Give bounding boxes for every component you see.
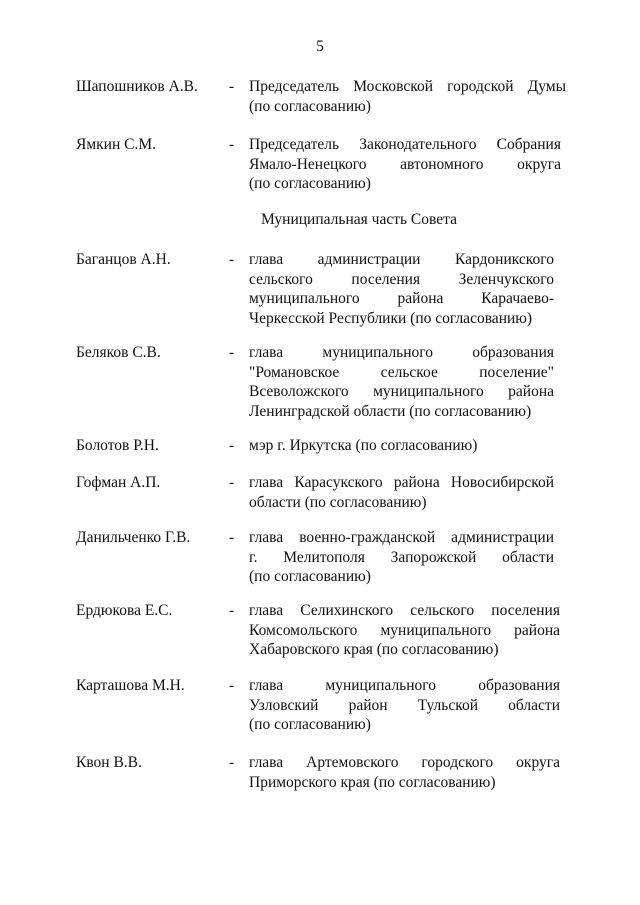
member-position [249, 250, 554, 328]
member-dash: - [229, 78, 235, 95]
member-dash: - [229, 437, 235, 454]
member-name: Карташова М.Н. [76, 677, 185, 694]
member-position [249, 343, 554, 421]
position-line: глава муниципального образования [249, 344, 554, 361]
position-line: глава Артемовского городского округа [249, 754, 560, 771]
member-name: Ямкин С.М. [76, 136, 157, 153]
position-line: глава администрации Кардоникского [249, 251, 554, 268]
member-dash: - [229, 754, 235, 771]
member-position [249, 77, 566, 116]
position-line: г. Мелитополя Запорожской области [249, 548, 554, 566]
member-name: Гофман А.П. [76, 474, 161, 491]
member-name: Данильченко Г.В. [76, 529, 191, 546]
member-dash: - [229, 602, 235, 619]
position-line: Всеволожского муниципального района [249, 383, 554, 400]
position-line: области (по согласованию) [249, 493, 427, 511]
position-line: Председатель Московской городской Думы [249, 78, 566, 95]
position-line: Черкесской Республики (по согласованию) [249, 309, 533, 327]
member-dash: - [229, 474, 235, 491]
position-line: Узловский район Тульской области [249, 696, 560, 714]
member-name: Болотов Р.Н. [76, 437, 159, 454]
member-name: Беляков С.В. [76, 344, 161, 361]
position-line: (по согласованию) [249, 716, 371, 733]
member-dash: - [229, 251, 235, 268]
position-line: (по согласованию) [249, 97, 371, 115]
member-dash: - [229, 136, 235, 153]
position-line: (по согласованию) [249, 568, 371, 585]
position-line: (по согласованию) [249, 175, 371, 192]
position-line: глава военно-гражданской администрации [249, 529, 554, 546]
member-name: Шапошников А.В. [76, 78, 198, 95]
member-position [249, 436, 554, 456]
position-line: Председатель Законодательного Собрания [249, 136, 561, 153]
member-name: Баганцов А.Н. [76, 251, 171, 268]
member-name: Квон В.В. [76, 754, 142, 771]
position-line: Хабаровского края (по согласованию) [249, 641, 499, 658]
page-number: 5 [316, 38, 324, 55]
section-title: Муниципальная часть Совета [261, 211, 457, 228]
member-dash: - [229, 677, 235, 694]
position-line: глава Селихинского сельского поселения [249, 602, 560, 619]
position-line: сельского поселения Зеленчукского [249, 270, 554, 288]
position-line: Комсомольского муниципального района [249, 621, 560, 639]
position-line: глава муниципального образования [249, 677, 560, 694]
member-name: Ердюкова Е.С. [76, 602, 173, 619]
member-position [249, 753, 560, 792]
member-dash: - [229, 344, 235, 361]
member-position [249, 601, 560, 660]
member-position [249, 676, 560, 735]
member-position [249, 473, 554, 512]
position-line: Ленинградской области (по согласованию) [249, 402, 532, 420]
position-line: муниципального района Карачаево- [249, 290, 554, 307]
position-line: Ямало-Ненецкого автономного округа [249, 155, 561, 173]
position-line: Приморского края (по согласованию) [249, 773, 496, 791]
position-line: "Романовское сельское поселение" [249, 363, 554, 381]
member-position [249, 528, 554, 587]
member-position [249, 135, 561, 194]
position-line: глава Карасукского района Новосибирской [249, 474, 554, 491]
position-line: мэр г. Иркутска (по согласованию) [249, 437, 478, 454]
member-dash: - [229, 529, 235, 546]
